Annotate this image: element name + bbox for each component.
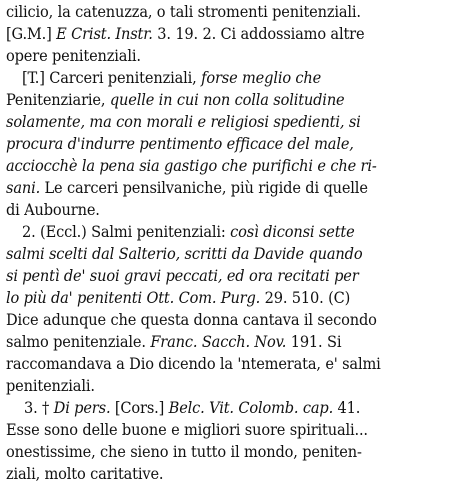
- text-line-5: [6, 89, 471, 111]
- text-line-10: [6, 199, 471, 221]
- italic-text-segment: Belc. Vit. Colomb. cap.: [168, 398, 334, 417]
- text-segment: ziali, molto caritative.: [6, 464, 164, 483]
- text-segment: di Aubourne.: [6, 200, 100, 219]
- text-line-8: [6, 155, 471, 177]
- italic-text-segment: solamente, ma con morali e religiosi spedienti, si: [6, 112, 361, 131]
- text-line-19: [24, 397, 471, 419]
- text-segment: penitenziali.: [6, 376, 95, 395]
- text-line-7: [6, 133, 471, 155]
- italic-text-segment: quelle in cui non colla solitudine: [109, 90, 345, 109]
- text-segment: Dice adunque che questa donna cantava il secondo: [6, 310, 377, 329]
- text-segment: cilicio, la catenuzza, o tali stromenti penitenziali.: [6, 2, 361, 21]
- text-segment: opere penitenziali.: [6, 46, 141, 65]
- italic-text-segment: forse meglio che: [201, 68, 322, 87]
- text-segment: raccomandava a Dio dicendo la 'ntemerata, e' salmi: [6, 354, 381, 373]
- text-segment: onestissime, che sieno in tutto il mondo, peniten-: [6, 442, 362, 461]
- text-line-13: [6, 265, 471, 287]
- text-segment: [G.M.]: [6, 24, 57, 43]
- text-segment: 2. (Eccl.) Salmi penitenziali:: [22, 222, 231, 241]
- italic-text-segment: E Crist. Instr.: [56, 24, 153, 43]
- italic-text-segment: sani.: [6, 178, 41, 197]
- italic-text-segment: acciocchè la pena sia gastigo che purifichi e che ri-: [6, 156, 377, 175]
- text-line-11: [22, 221, 471, 243]
- text-line-18: [6, 375, 471, 397]
- text-line-22: [6, 463, 471, 485]
- text-segment: 3. 19. 2. Ci addossiamo altre: [152, 24, 365, 43]
- text-line-12: [6, 243, 471, 265]
- text-line-4: [22, 67, 471, 89]
- italic-text-segment: Franc. Sacch. Nov.: [150, 332, 287, 351]
- text-line-21: [6, 441, 471, 463]
- text-line-9: [6, 177, 471, 199]
- text-line-2: [6, 23, 471, 45]
- italic-text-segment: Di pers.: [53, 398, 111, 417]
- text-line-3: [6, 45, 471, 67]
- text-line-16: [6, 331, 471, 353]
- text-segment: Le carceri pensilvaniche, più rigide di quelle: [40, 178, 368, 197]
- text-segment: [T.] Carceri penitenziali,: [22, 68, 202, 87]
- text-line-6: [6, 111, 471, 133]
- italic-text-segment: salmi scelti dal Salterio, scritti da Davide quando: [6, 244, 363, 263]
- text-segment: 29. 510. (C): [260, 288, 351, 307]
- italic-text-segment: così diconsi sette: [230, 222, 355, 241]
- text-segment: [Cors.]: [110, 398, 169, 417]
- text-segment: Penitenziarie,: [6, 90, 110, 109]
- text-segment: 3. †: [24, 398, 54, 417]
- text-line-17: [6, 353, 471, 375]
- text-line-1: [6, 1, 471, 23]
- italic-text-segment: lo più da' penitenti Ott. Com. Purg.: [6, 288, 261, 307]
- text-line-20: [6, 419, 471, 441]
- text-line-14: [6, 287, 471, 309]
- italic-text-segment: procura d'indurre pentimento efficace del male,: [6, 134, 354, 153]
- text-segment: Esse sono delle buone e migliori suore spirituali...: [6, 420, 368, 439]
- text-segment: 41.: [333, 398, 361, 417]
- italic-text-segment: si pentì de' suoi gravi peccati, ed ora recitati per: [6, 266, 359, 285]
- text-segment: 191. Si: [286, 332, 342, 351]
- text-line-15: [6, 309, 471, 331]
- text-segment: salmo penitenziale.: [6, 332, 151, 351]
